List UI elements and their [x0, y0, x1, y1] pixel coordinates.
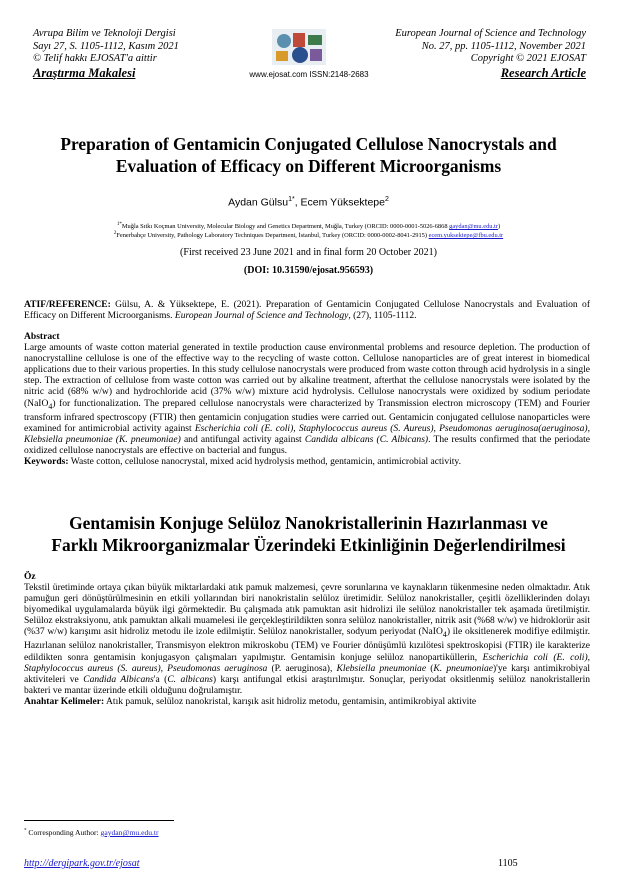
oz-section — [24, 571, 590, 707]
oz-text-4: ( — [426, 662, 434, 674]
affiliation-2-mark: 2 — [113, 231, 117, 236]
copyright-tr: © Telif hakkı EJOSAT'a aittir — [33, 53, 157, 65]
abstract-candida: Candida albicans (C. Albicans) — [304, 433, 429, 445]
issue-info-en: No. 27, pp. 1105-1112, November 2021 — [421, 40, 586, 52]
issue-info-tr: Sayı 27, S. 1105-1112, Kasım 2021 — [33, 40, 179, 52]
author-2: Ecem Yüksektepe — [300, 196, 385, 209]
paper-title-en — [30, 133, 587, 177]
affiliation-1-email-link[interactable]: gaydan@mu.edu.tr — [449, 223, 498, 231]
abstract-organisms: Escherichia coli (E. coli), Staphylococcus aureus (S. Aureus), Pseudomonas aeruginosa(aeruginosa), Klebsiella pneumoniae (K. pneumoniae) — [24, 422, 590, 445]
abstract-subscript: 4 — [48, 401, 53, 411]
journal-header-tr — [33, 28, 179, 79]
paper-title-tr — [30, 512, 587, 556]
affiliation-1-close: ) — [497, 223, 501, 231]
footnote-divider — [24, 820, 174, 821]
oz-organisms-5: C. albicans — [167, 673, 213, 685]
reference-text: Gülsu, A. & Yüksektepe, E. (2021). Preparation of Gentamicin Conjugated Cellulose Nanocrystals and Evaluation of Efficacy on Different Microorganisms. — [24, 299, 590, 322]
reference-journal: European Journal of Science and Technology — [174, 310, 349, 322]
oz-organisms-2: Klebsiella pneumoniae — [336, 662, 427, 674]
oz-organisms-1: Escherichia coli (E. coli), Staphylococcus aureus (S. aureus), Pseudomonas aeruginosa — [24, 651, 591, 674]
abstract-text-1: Large amounts of waste cotton material generated in textile production cause environmental problems and resource depletion. The production of nanocrystalline cellulose is one of the effective way to the recycling of waste cotton. Cellulose nanoparticles are of great interest in biomedical applications due to their various properties. In this study cellulose nanocrystals were produced from waste cotton through acid hydrolysis in a single step. The extraction of cellulose from waste cotton was carried out by alkaline treatment, afterthat the cellulose nanocrystals were isolated by the nitric acid (68% w/w) and hydrochloride acid (37% w/w) mixture acid hydrolysis. Cellulose nanocrystals were oxidized by sodium periodate (NaIO — [24, 342, 590, 409]
footnote-label: Corresponding Author: — [26, 828, 101, 837]
reference-rest: , (27), 1105-1112. — [348, 310, 417, 322]
article-type-en: Research Article — [500, 65, 586, 80]
affiliation-2 — [30, 229, 587, 240]
author-1-mark: 1* — [288, 196, 295, 203]
reference-label: ATIF/REFERENCE: — [24, 299, 111, 310]
oz-text-5: )'ye karşı antimikrobiyal aktiviteleri ve — [24, 662, 590, 685]
author-1: Aydan Gülsu — [228, 196, 289, 209]
journal-name-tr: Avrupa Bilim ve Teknoloji Dergisi — [33, 28, 176, 39]
paper-title-tr-line2: Farklı Mikroorganizmalar Üzerindeki Etkinliğinin Değerlendirilmesi — [51, 535, 566, 555]
oz-text-1: Tekstil üretiminde ortaya çıkan büyük miktarlardaki atık pamuk malzemesi, çevre sorunlarına ve kaynakların tükenmesine neden olmaktadır. Atık pamuğun geri dönüştürülmesinin en etkili yollarından biri nanokristalin selüloz üretimidir. Selüloz nanokristaller, çeşitli özelliklerinden dolayı biyomedikal uygulamalarda büyük ilgi görmektedir. Bu çalışmada atık pamuktan asit hidrolizi ile selüloz nanokristaller tek aşamada üretilmiştir. Selüloz ekstraksiyonu, atık pamuktan alkali muamelesi ile gerçekleştirildikten sonra selüloz nanokristaller, nitrik asit (%68 w/w) ve hidroklorür asit (%37 w/w) karışımı asit hidroliz metodu ile izole edilmiştir. Selüloz nanokristaller, sodyum periyodat (NaIO — [24, 582, 590, 638]
abstract-text-3: and antifungal activity against — [180, 433, 305, 445]
paper-title-en-line1: Preparation of Gentamicin Conjugated Cellulose Nanocrystals and — [60, 134, 557, 154]
journal-name-en: European Journal of Science and Technology — [395, 28, 586, 39]
citation-reference — [24, 299, 590, 321]
received-dates: (First received 23 June 2021 and in final form 20 October 2021) — [180, 247, 437, 258]
abstract-text-2: ) for functionalization. The prepared cellulose nanocrystals were characterized by Transmission electron microscopy (TEM) and Fourier transform infrared spectroscopy (FTIR) then gentamicin conjugation studies were carried out. Gentamicin conjugated cellulose nanoparticles were examined for antimicrobial activity against — [24, 397, 590, 434]
oz-text-7: ) karşı antifungal etkisi araştırılmıştır. Sonuçlar, periyodat oksitlenmiş selüloz nanokristallerin bakteri ve mantar üzerinde etkili olduğunu doğrulamıştır. — [24, 673, 590, 696]
article-type-tr: Araştırma Makalesi — [33, 65, 136, 80]
corresponding-author-footnote — [24, 828, 159, 837]
affiliation-1-mark: 1* — [116, 222, 122, 227]
keywords-text: Waste cotton, cellulose nanocrystal, mixed acid hydrolysis method, gentamicin, antimicrobial activity. — [68, 455, 461, 467]
oz-organisms-4: Candida Albicans — [83, 673, 154, 685]
affiliation-2-email-link[interactable]: ecem.yuksektepe@fbu.edu.tr — [428, 232, 504, 240]
journal-logo — [272, 29, 326, 65]
copyright-en: Copyright © 2021 EJOSAT — [470, 53, 586, 65]
oz-heading: Öz — [24, 571, 36, 582]
footnote-mark: * — [24, 828, 27, 834]
journal-header-en — [395, 28, 586, 79]
abstract-section — [24, 331, 590, 467]
doi: (DOI: 10.31590/ejosat.956593) — [243, 265, 374, 276]
abstract-heading: Abstract — [24, 331, 60, 342]
keywords-label: Keywords: — [24, 455, 69, 467]
oz-subscript: 4 — [442, 630, 447, 640]
anahtar-kelimeler-text: Atık pamuk, selüloz nanokristal, karışık asit hidroliz metodu, gentamisin, antimikrobiyal aktivite — [104, 695, 477, 707]
anahtar-kelimeler-label: Anahtar Kelimeler: — [24, 695, 105, 707]
abstract-text-4: . The results confirmed that the periodate oxidized cellulose nanocrystals are effective on bacterial and fungus. — [24, 433, 590, 456]
oz-organisms-3: K. pneumoniae — [433, 662, 493, 674]
author-separator: , — [294, 196, 301, 209]
author-list — [0, 196, 617, 209]
page-number: 1105 — [498, 858, 518, 869]
website-issn: www.ejosat.com ISSN:2148-2683 — [249, 70, 369, 79]
paper-title-en-line2: Evaluation of Efficacy on Different Microorganisms — [115, 156, 502, 176]
oz-text-6: 'a ( — [153, 673, 168, 685]
paper-title-tr-line1: Gentamisin Konjuge Selüloz Nanokristallerinin Hazırlanması ve — [69, 513, 548, 533]
affiliation-2-text: Fenerbahçe University, Pathology Laboratory Techniques Department, İstanbul, Turkey (ORCID: 0000-0002-8041-2915) — [116, 232, 429, 240]
affiliation-1-text: Muğla Sıtkı Koçman University, Molecular Biology and Genetics Department, Muğla, Turkey (ORCID: 0000-0001-5026-6868 — [121, 223, 450, 231]
author-2-mark: 2 — [384, 196, 389, 203]
oz-text-3: (P. aeruginosa), — [267, 662, 337, 674]
footer-url-link[interactable]: http://dergipark.gov.tr/ejosat — [24, 858, 140, 869]
footnote-email-link[interactable]: gaydan@mu.edu.tr — [100, 828, 159, 837]
oz-text-2: ) ile oksitlenerek modifiye edilmiştir. Hazırlanan selüloz nanokristaller, Transmisyon elektron mikroskobu (TEM) ve Fourier dönüşümlü kızılötesi spektroskopisi (FTIR) ile karakterize edildikten sonra gentamisin konjugasyon çalışmaları yapılmıştır. Gentamisin konjuge selüloz nanopartiküllerin, — [24, 626, 590, 663]
